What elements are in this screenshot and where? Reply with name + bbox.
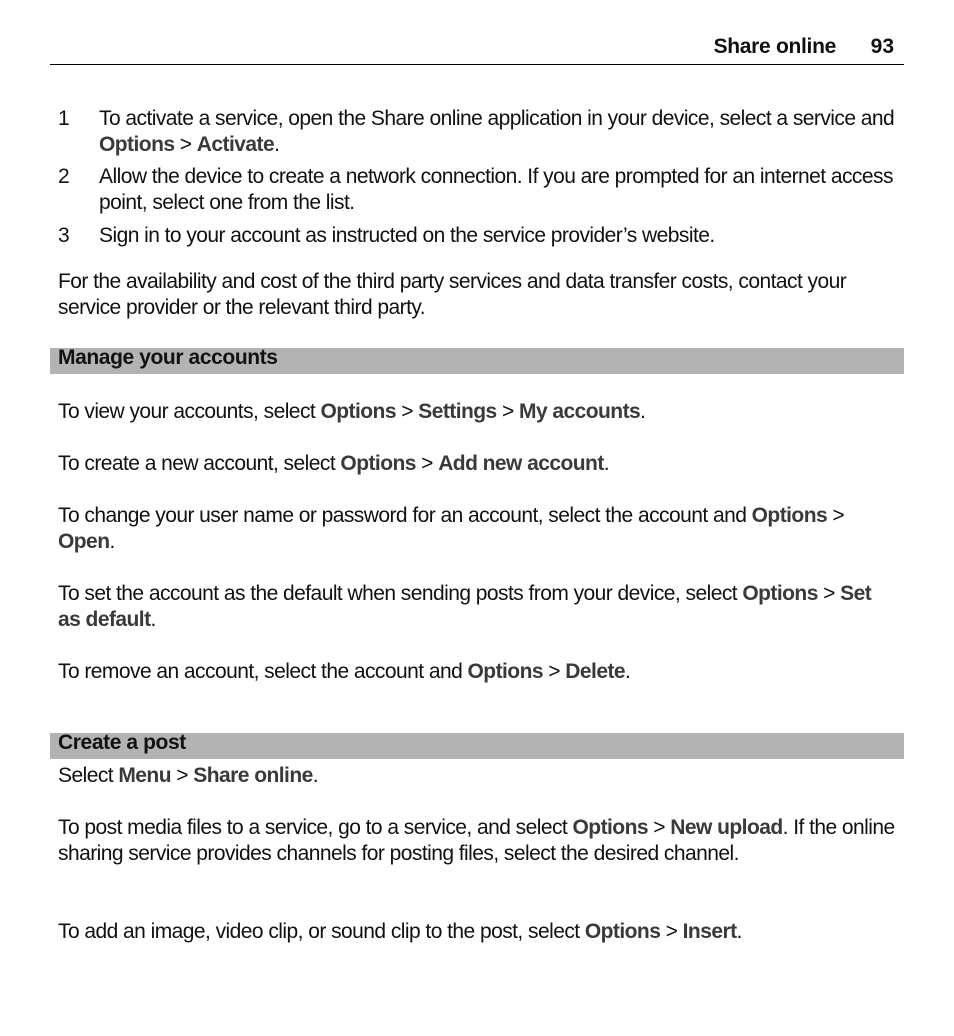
page-header (50, 30, 904, 65)
menu-option: New upload (670, 816, 783, 839)
menu-option: Set as default (58, 582, 872, 631)
menu-option: Activate (196, 133, 275, 156)
change-account-paragraph: To change your user name or password for an account, select the account and Options > Open. (58, 504, 845, 553)
menu-option: Options (340, 452, 416, 475)
section-title: Manage your accounts (58, 346, 278, 369)
section-title: Create a post (58, 731, 186, 754)
step-number: 1 (58, 107, 70, 130)
step-number: 2 (58, 165, 70, 188)
menu-option: Options (751, 504, 828, 527)
menu-option: Options (742, 582, 818, 605)
menu-option: Menu (118, 764, 171, 787)
insert-paragraph: To add an image, video clip, or sound clip to the post, select Options > Insert. (58, 920, 742, 943)
menu-option: Insert (682, 920, 737, 943)
default-account-paragraph: To set the account as the default when sending posts from your device, select Options > Set as default. (58, 582, 872, 631)
menu-option: Settings (418, 400, 497, 423)
section-header-manage-accounts (50, 348, 904, 374)
step-1 (58, 106, 908, 158)
menu-option: Open (58, 530, 110, 553)
step-text: Sign in to your account as instructed on the service provider’s website. (99, 224, 715, 247)
menu-option: Add new account (438, 452, 604, 475)
menu-option: My accounts (519, 400, 641, 423)
menu-option: Options (320, 400, 396, 423)
select-share-online-paragraph: Select Menu > Share online. (58, 764, 319, 787)
menu-option: Share online (193, 764, 313, 787)
header-title: Share online (713, 35, 836, 58)
menu-option: Delete (565, 660, 626, 683)
remove-account-paragraph: To remove an account, select the account and Options > Delete. (58, 660, 631, 683)
step-3 (58, 223, 908, 249)
intro-note: For the availability and cost of the third party services and data transfer costs, contact your service provider or the relevant third party. (58, 270, 847, 319)
step-2 (58, 164, 908, 216)
view-accounts-paragraph: To view your accounts, select Options > Settings > My accounts. (58, 400, 646, 423)
section-header-create-post (50, 733, 904, 759)
menu-option: Options (572, 816, 648, 839)
post-media-paragraph: To post media files to a service, go to a service, and select Options > New upload. If the online sharing service provides channels for posting files, select the desired channel. (58, 816, 895, 865)
step-text: Allow the device to create a network connection. If you are prompted for an internet access point, select one from the list. (99, 165, 893, 214)
menu-option: Options (584, 920, 661, 943)
create-account-paragraph: To create a new account, select Options > Add new account. (58, 452, 610, 475)
step-text: To activate a service, open the Share online application in your device, select a service and Options > Activate. (99, 107, 895, 156)
menu-option: Options (467, 660, 543, 683)
page-number: 93 (870, 35, 894, 58)
menu-option: Options (99, 133, 175, 156)
step-number: 3 (58, 224, 70, 247)
